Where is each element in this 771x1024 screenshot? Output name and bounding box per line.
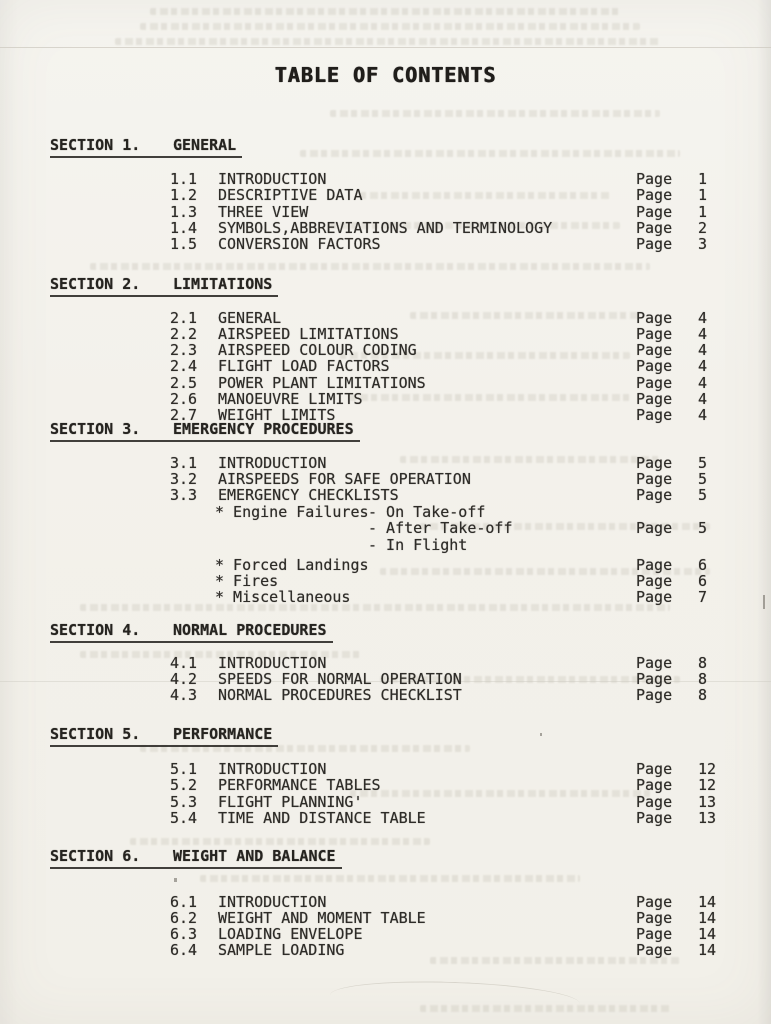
toc-item-row	[0, 942, 771, 960]
bleed-through-streak	[90, 263, 650, 270]
item-number: 2.1	[170, 309, 198, 327]
bleed-through-streak	[115, 38, 660, 45]
item-title: SYMBOLS,ABBREVIATIONS AND TERMINOLOGY	[218, 219, 553, 237]
section-heading-emergency-procedures	[50, 421, 360, 443]
page-number: 4	[698, 325, 708, 343]
item-number: 3.2	[170, 470, 198, 488]
item-title: INTRODUCTION	[218, 654, 327, 672]
checklist-bullet: * Miscellaneous	[215, 588, 351, 606]
scan-speck	[540, 733, 542, 736]
item-title: INTRODUCTION	[218, 170, 327, 188]
item-number: 2.3	[170, 341, 198, 359]
item-number: 1.2	[170, 186, 198, 204]
section-label: SECTION 6.	[50, 847, 141, 865]
page-word: Page	[636, 793, 673, 811]
page-number: 4	[698, 357, 708, 375]
checklist-bullet: * Fires	[215, 572, 279, 590]
checklist-row	[0, 537, 771, 555]
page-number: 5	[698, 454, 708, 472]
item-number: 6.2	[170, 909, 198, 927]
section-heading-general	[50, 137, 242, 159]
checklist-dash-item: - On Take-off	[368, 503, 486, 521]
page-word: Page	[636, 454, 673, 472]
item-title: NORMAL PROCEDURES CHECKLIST	[218, 686, 462, 704]
item-title: FLIGHT LOAD FACTORS	[218, 357, 390, 375]
section-label: SECTION 4.	[50, 621, 141, 639]
item-number: 5.3	[170, 793, 198, 811]
item-title: THREE VIEW	[218, 203, 309, 221]
item-title: LOADING ENVELOPE	[218, 925, 363, 943]
page-word: Page	[636, 186, 673, 204]
page-number: 14	[698, 941, 717, 959]
item-title: FLIGHT PLANNING'	[218, 793, 363, 811]
page-number: 6	[698, 556, 708, 574]
page-word: Page	[636, 686, 673, 704]
item-number: 3.1	[170, 454, 198, 472]
item-number: 6.3	[170, 925, 198, 943]
page-number: 8	[698, 670, 708, 688]
section-name: PERFORMANCE	[173, 725, 273, 743]
page-word: Page	[636, 909, 673, 927]
bleed-through-streak	[300, 150, 680, 157]
page-word: Page	[636, 572, 673, 590]
section-heading-weight-and-balance	[50, 848, 342, 870]
page-word: Page	[636, 670, 673, 688]
page-number: 14	[698, 909, 717, 927]
page-number: 1	[698, 170, 708, 188]
page-number: 4	[698, 341, 708, 359]
page-word: Page	[636, 556, 673, 574]
page-word: Page	[636, 203, 673, 221]
section-label: SECTION 5.	[50, 725, 141, 743]
item-title: GENERAL	[218, 309, 282, 327]
item-title: POWER PLANT LIMITATIONS	[218, 374, 426, 392]
item-number: 4.2	[170, 670, 198, 688]
bleed-through-streak	[200, 875, 580, 882]
item-number: 2.4	[170, 357, 198, 375]
page-number: 2	[698, 219, 708, 237]
page-word: Page	[636, 219, 673, 237]
page-number: 14	[698, 893, 717, 911]
page-word: Page	[636, 486, 673, 504]
page-word: Page	[636, 925, 673, 943]
page-word: Page	[636, 941, 673, 959]
item-title: CONVERSION FACTORS	[218, 235, 381, 253]
section-name: NORMAL PROCEDURES	[173, 621, 327, 639]
toc-item-row	[0, 687, 771, 705]
page-word: Page	[636, 325, 673, 343]
page-number: 5	[698, 519, 708, 537]
checklist-dash-item: - In Flight	[368, 536, 468, 554]
section-label: SECTION 2.	[50, 275, 141, 293]
item-number: 4.1	[170, 654, 198, 672]
bleed-through-streak	[130, 838, 430, 845]
item-title: SPEEDS FOR NORMAL OPERATION	[218, 670, 462, 688]
page-number: 5	[698, 486, 708, 504]
item-title: INTRODUCTION	[218, 893, 327, 911]
checklist-bullet: * Engine Failures	[215, 503, 369, 521]
page-number: 4	[698, 390, 708, 408]
page-number: 8	[698, 654, 708, 672]
section-heading-normal-procedures	[50, 622, 333, 644]
page-word: Page	[636, 588, 673, 606]
page-title: TABLE OF CONTENTS	[274, 63, 497, 87]
section-name: WEIGHT AND BALANCE	[173, 847, 336, 865]
page-number: 4	[698, 309, 708, 327]
page-number: 14	[698, 925, 717, 943]
page-word: Page	[636, 170, 673, 188]
page-number: 7	[698, 588, 708, 606]
page-number: 12	[698, 776, 717, 794]
page-number: 13	[698, 809, 717, 827]
page-number: 1	[698, 186, 708, 204]
item-title: INTRODUCTION	[218, 454, 327, 472]
page-word: Page	[636, 341, 673, 359]
item-number: 2.5	[170, 374, 198, 392]
scan-speck	[174, 878, 177, 882]
checklist-dash-item: - After Take-off	[368, 519, 513, 537]
bleed-through-streak	[150, 8, 620, 15]
page-word: Page	[636, 893, 673, 911]
section-label: SECTION 1.	[50, 136, 141, 154]
page-number: 6	[698, 572, 708, 590]
item-title: AIRSPEEDS FOR SAFE OPERATION	[218, 470, 471, 488]
section-name: GENERAL	[173, 136, 237, 154]
section-label: SECTION 3.	[50, 420, 141, 438]
item-title: WEIGHT LIMITS	[218, 406, 336, 424]
page-number: 13	[698, 793, 717, 811]
page-word: Page	[636, 519, 673, 537]
toc-item-row	[0, 810, 771, 828]
page-number: 4	[698, 374, 708, 392]
section-heading-limitations	[50, 276, 278, 298]
item-title: AIRSPEED COLOUR CODING	[218, 341, 417, 359]
item-title: TIME AND DISTANCE TABLE	[218, 809, 426, 827]
page-number: 1	[698, 203, 708, 221]
item-number: 1.5	[170, 235, 198, 253]
page-word: Page	[636, 654, 673, 672]
item-title: MANOEUVRE LIMITS	[218, 390, 363, 408]
page-word: Page	[636, 809, 673, 827]
item-title: EMERGENCY CHECKLISTS	[218, 486, 399, 504]
page-number: 3	[698, 235, 708, 253]
page-word: Page	[636, 390, 673, 408]
item-title: SAMPLE LOADING	[218, 941, 345, 959]
checklist-bullet: * Forced Landings	[215, 556, 369, 574]
scan-line	[0, 47, 771, 48]
item-number: 1.4	[170, 219, 198, 237]
page-word: Page	[636, 357, 673, 375]
item-number: 4.3	[170, 686, 198, 704]
item-number: 1.3	[170, 203, 198, 221]
page-number: 5	[698, 470, 708, 488]
page-word: Page	[636, 760, 673, 778]
page-number: 12	[698, 760, 717, 778]
page-number: 8	[698, 686, 708, 704]
item-number: 5.2	[170, 776, 198, 794]
page-word: Page	[636, 235, 673, 253]
scan-swoosh-mark	[329, 978, 580, 1022]
item-title: INTRODUCTION	[218, 760, 327, 778]
toc-item-row	[0, 236, 771, 254]
item-number: 2.2	[170, 325, 198, 343]
page-number: 4	[698, 406, 708, 424]
item-title: DESCRIPTIVE DATA	[218, 186, 363, 204]
item-number: 5.1	[170, 760, 198, 778]
item-title: PERFORMANCE TABLES	[218, 776, 381, 794]
item-number: 2.7	[170, 406, 198, 424]
item-title: AIRSPEED LIMITATIONS	[218, 325, 399, 343]
item-title: WEIGHT AND MOMENT TABLE	[218, 909, 426, 927]
item-number: 3.3	[170, 486, 198, 504]
item-number: 5.4	[170, 809, 198, 827]
item-number: 6.1	[170, 893, 198, 911]
bleed-through-streak	[140, 23, 640, 30]
section-name: LIMITATIONS	[173, 275, 273, 293]
page-word: Page	[636, 374, 673, 392]
section-name: EMERGENCY PROCEDURES	[173, 420, 354, 438]
checklist-row	[0, 589, 771, 607]
page-word: Page	[636, 309, 673, 327]
page-word: Page	[636, 470, 673, 488]
bleed-through-streak	[330, 110, 660, 117]
page-word: Page	[636, 776, 673, 794]
section-heading-performance	[50, 726, 278, 748]
item-number: 2.6	[170, 390, 198, 408]
item-number: 1.1	[170, 170, 198, 188]
page-word: Page	[636, 406, 673, 424]
item-number: 6.4	[170, 941, 198, 959]
